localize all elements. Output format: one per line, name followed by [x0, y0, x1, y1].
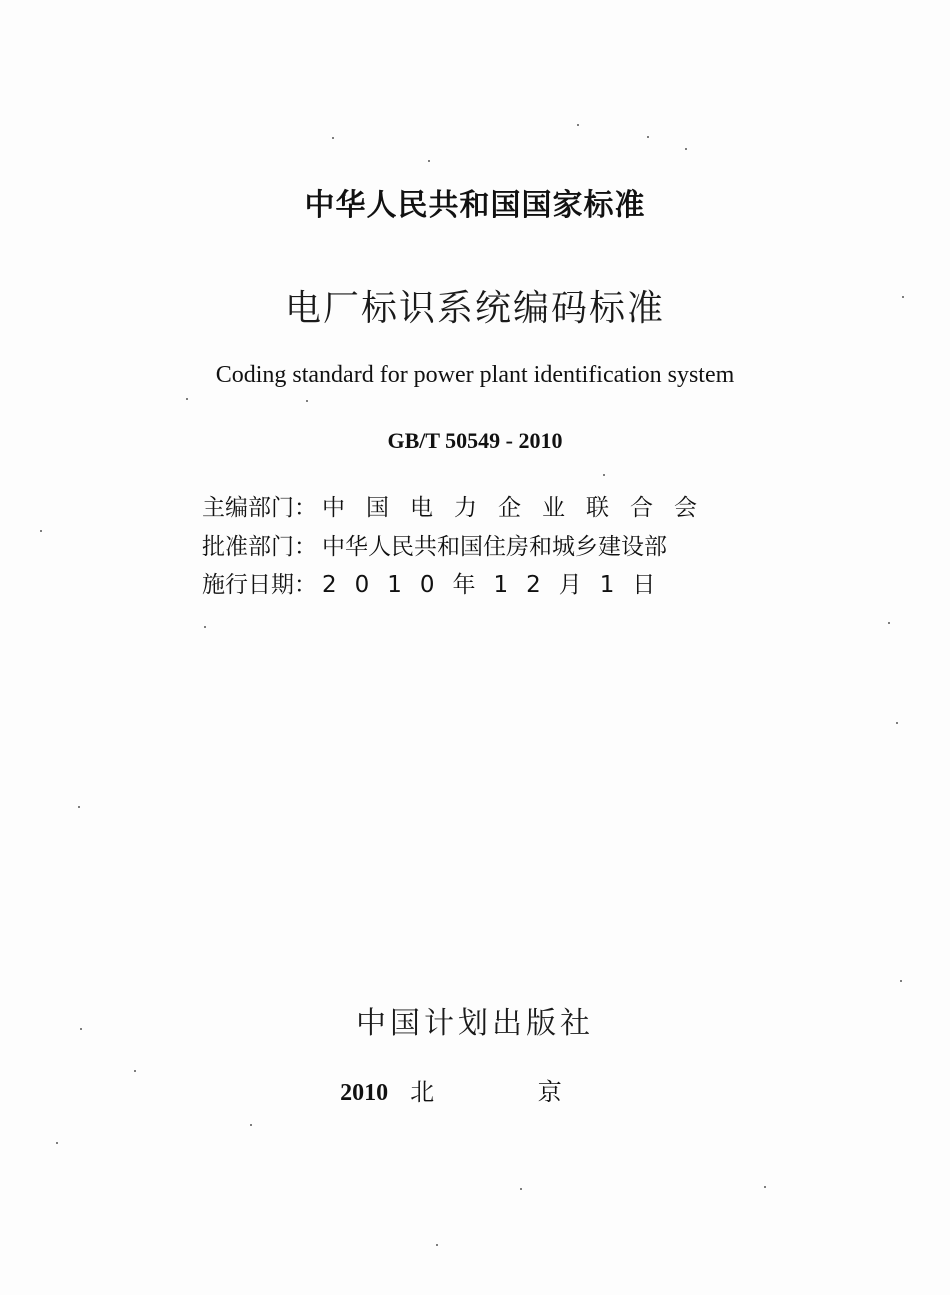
scan-speck [40, 530, 42, 532]
scan-speck [134, 1070, 136, 1072]
scan-speck [186, 398, 188, 400]
scan-speck [204, 626, 206, 628]
scan-speck [78, 806, 80, 808]
scan-speck [577, 124, 579, 126]
scan-speck [436, 1244, 438, 1246]
effective-date-row [202, 567, 722, 603]
scan-speck [603, 474, 605, 476]
standard-code: GB/T 50549 - 2010 [387, 428, 563, 453]
national-standard-heading: 中华人民共和国国家标准 [304, 188, 646, 223]
scan-speck [56, 1142, 58, 1144]
scan-speck [647, 136, 649, 138]
editor-department-row [202, 490, 722, 526]
scan-speck [306, 400, 308, 402]
publication-year: 2010 [340, 1080, 389, 1106]
scan-speck [896, 722, 898, 724]
approval-department-row [202, 529, 722, 565]
scan-speck [332, 137, 334, 139]
scan-speck [900, 980, 902, 982]
effective-date-label: 施行日期： [202, 572, 317, 598]
effective-date-value: 2010年12月1日 [322, 572, 674, 598]
scan-speck [520, 1188, 522, 1190]
approval-department-value: 中华人民共和国住房和城乡建设部 [322, 534, 667, 560]
scan-speck [80, 1028, 82, 1030]
publisher-name: 中国计划出版社 [356, 1006, 594, 1041]
publication-city: 北 京 [410, 1078, 610, 1106]
editor-department-label: 主编部门： [202, 495, 317, 521]
scan-speck [250, 1124, 252, 1126]
scan-speck [902, 296, 904, 298]
document-title-chinese: 电厂标识系统编码标准 [284, 288, 665, 329]
scan-speck [888, 622, 890, 624]
scan-speck [428, 160, 430, 162]
scan-speck [764, 1186, 766, 1188]
scan-speck [685, 148, 687, 150]
editor-department-value: 中国电力企业联合会 [322, 495, 718, 521]
approval-department-label: 批准部门： [202, 534, 317, 560]
publication-year-city [0, 1072, 950, 1107]
document-title-english: Coding standard for power plant identification system [215, 362, 735, 388]
